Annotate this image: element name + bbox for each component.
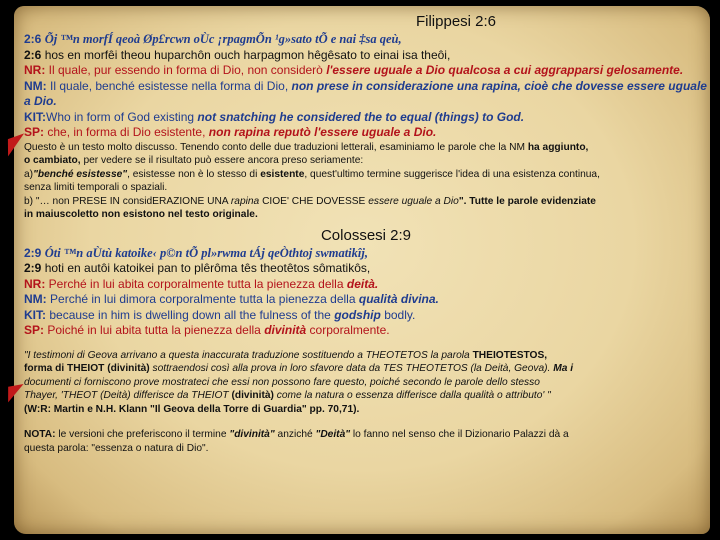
commentary-line-1: Questo è un testo molto discusso. Tenendo conto delle due traduzioni letterali, esaminiamo le parole che la NM ha aggiunto, [24, 141, 589, 153]
nota-line-2: questa parola: "essenza o natura di Dio". [24, 442, 209, 454]
sp-fil: SP: che, in forma di Dio esistente, non rapina reputò l'essere uguale a Dio. [24, 125, 437, 139]
quote-line-4: Thayer, 'THEOT (Deità) differisce da THEIOT (divinità) come la natura o essenza differisce dalla qualità o attributo' " [24, 390, 551, 401]
quote-line-2: forma di THEIOT (divinità) sottraendosi così alla prova in loro sfavore data da TES THEOTETOS (la Deità, Geova). Ma i [24, 363, 574, 374]
translit-col: 2:9 hoti en autôi katoikei pan to plêrôma tês theotêtos sômatikôs, [24, 261, 371, 275]
commentary-line-6: in maiuscoletto non esistono nel testo originale. [24, 209, 258, 220]
kit-col: KIT: because in him is dwelling down all the fulness of the godship bodly. [24, 307, 416, 322]
greek-text-col: 2:9 Óti ™n aÙtù katoike‹ p©n tÕ pl»rwma tÁj qeÒthtoj swmatikîj, [24, 245, 368, 260]
nr-fil: NR: Il quale, pur essendo in forma di Dio, non considerò l'essere uguale a Dio qualcosa a cui aggrapparsi gelosamente. [24, 63, 684, 77]
quote-line-3: documenti ci forniscono prove mostrateci che essi non possono fare questo, poiché secondo le parole dello stesso [24, 376, 540, 388]
translit-fil: 2:6 hos en morfêi theou huparchôn ouch harpagmon hêgêsato to einai isa theôi, [24, 47, 451, 62]
nota-line-1: NOTA: le versioni che preferiscono il termine "divinità" anziché "Deità" lo fanno nel senso che il Dizionario Palazzi dà a [24, 429, 569, 440]
nr-col: NR: Perché in lui abita corporalmente tutta la pienezza della deità. [24, 276, 379, 291]
nm-col: NM: Perché in lui dimora corporalmente tutta la pienezza della qualità divina. [24, 292, 439, 306]
title-filippesi: Filippesi 2:6 [415, 13, 497, 30]
commentary-line-3: a)"benché esistesse", esistesse non è lo stesso di esistente, quest'ultimo termine suggerisce l'idea di una esistenza continua, [24, 168, 600, 180]
nm-fil: NM: Il quale, benché esistesse nella forma di Dio, non prese in considerazione una rapina, cioè che dovesse essere uguale a Dio. [24, 78, 707, 108]
sp-col: SP: Poiché in lui abita tutta la pienezza della divinità corporalmente. [24, 323, 390, 337]
quote-citation: (W:R: Martin e N.H. Klann "Il Geova della Torre di Guardia" pp. 70,71). [24, 403, 360, 415]
greek-text-fil: 2:6 Õj ™n morfÍ qeoà Øp£rcwn oÙc ¡rpagmÕn ¹g»sato tÕ e nai ‡sa qeù, [24, 32, 402, 46]
title-colossesi: Colossesi 2:9 [320, 226, 412, 244]
kit-fil: KIT:Who in form of God existing not snatching he considered the to equal (things) to God. [24, 109, 525, 124]
commentary-line-2: o cambiato, per vedere se il risultato può essere ancora preso seriamente: [24, 155, 364, 166]
commentary-line-4: senza limiti temporali o spaziali. [24, 182, 168, 193]
quote-line-1: "I testimoni di Geova arrivano a questa inaccurata traduzione sostituendo a THEOTETOS la parola THEIOTESTOS, [24, 349, 548, 361]
slide-content [24, 12, 708, 455]
commentary-line-5: b) "… non PRESE IN considERAZIONE UNA rapina CIOE' CHE DOVESSE essere uguale a Dio". Tutte le parole evidenziate [24, 195, 596, 207]
